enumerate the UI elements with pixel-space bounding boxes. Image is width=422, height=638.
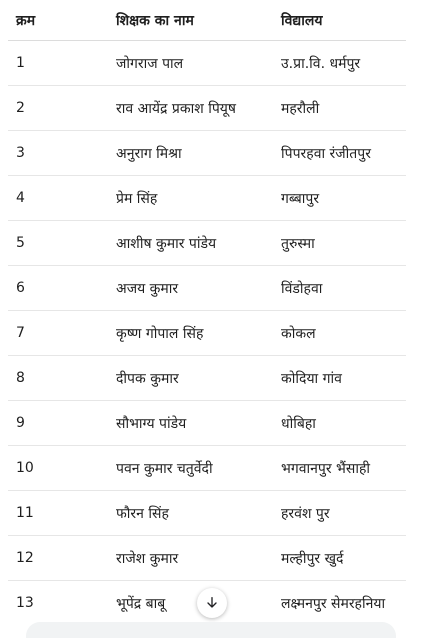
cell-serial: 2 <box>8 86 108 131</box>
cell-teacher-name: जोगराज पाल <box>108 41 273 86</box>
header-row <box>8 0 406 41</box>
header-serial: क्रम <box>8 0 108 41</box>
cell-serial: 5 <box>8 221 108 266</box>
header-school: विद्यालय <box>273 0 406 41</box>
table-row <box>8 86 406 131</box>
cell-teacher-name: राव आयेंद्र प्रकाश पियूष <box>108 86 273 131</box>
table-row <box>8 221 406 266</box>
cell-serial: 8 <box>8 356 108 401</box>
cell-school: मल्हीपुर खुर्द <box>273 536 406 581</box>
cell-serial: 12 <box>8 536 108 581</box>
cell-school: महरौली <box>273 86 406 131</box>
cell-teacher-name: दीपक कुमार <box>108 356 273 401</box>
cell-school: कोकल <box>273 311 406 356</box>
cell-school: तुरुस्मा <box>273 221 406 266</box>
cell-teacher-name: कृष्ण गोपाल सिंह <box>108 311 273 356</box>
table-row <box>8 176 406 221</box>
cell-school: लक्ष्मनपुर सेमरहनिया <box>281 595 386 612</box>
cell-teacher-name: पवन कुमार चतुर्वेदी <box>108 446 273 491</box>
cell-serial: 3 <box>8 131 108 176</box>
table-row <box>8 446 406 491</box>
cell-school: भगवानपुर भैंसाही <box>273 446 406 491</box>
cell-school: हरवंश पुर <box>273 491 406 536</box>
header-teacher-name: शिक्षक का नाम <box>108 0 273 41</box>
cell-serial: 10 <box>8 446 108 491</box>
cell-serial: 6 <box>8 266 108 311</box>
cell-school: धोबिहा <box>273 401 406 446</box>
table-row <box>8 356 406 401</box>
scroll-down-button[interactable] <box>197 588 227 618</box>
table-row <box>8 41 406 86</box>
table-row <box>8 266 406 311</box>
table-header <box>8 0 406 41</box>
cell-serial: 9 <box>8 401 108 446</box>
cell-serial: 13 <box>16 595 34 611</box>
cell-teacher-name: फौरन सिंह <box>108 491 273 536</box>
cell-school: उ.प्रा.वि. धर्मपुर <box>273 41 406 86</box>
arrow-down-icon <box>204 595 220 611</box>
cell-school: कोदिया गांव <box>273 356 406 401</box>
cell-serial: 1 <box>8 41 108 86</box>
cell-school: पिपरहवा रंजीतपुर <box>273 131 406 176</box>
table-row <box>8 311 406 356</box>
table-body <box>8 41 406 626</box>
table-row <box>8 131 406 176</box>
cell-school: गब्बापुर <box>273 176 406 221</box>
table-row <box>8 536 406 581</box>
cell-serial: 11 <box>8 491 108 536</box>
bottom-sheet-edge <box>26 622 396 638</box>
cell-teacher-name: अजय कुमार <box>108 266 273 311</box>
cell-teacher-name: राजेश कुमार <box>108 536 273 581</box>
cell-teacher-name: प्रेम सिंह <box>108 176 273 221</box>
table-row <box>8 401 406 446</box>
table-row <box>8 491 406 536</box>
cell-serial: 7 <box>8 311 108 356</box>
cell-teacher-name: आशीष कुमार पांडेय <box>108 221 273 266</box>
cell-teacher-name: अनुराग मिश्रा <box>108 131 273 176</box>
cell-teacher-name: सौभाग्य पांडेय <box>108 401 273 446</box>
cell-school: विंडोहवा <box>273 266 406 311</box>
cell-teacher-name: भूपेंद्र बाबू <box>116 595 166 612</box>
cell-serial: 4 <box>8 176 108 221</box>
teacher-table <box>8 0 406 625</box>
